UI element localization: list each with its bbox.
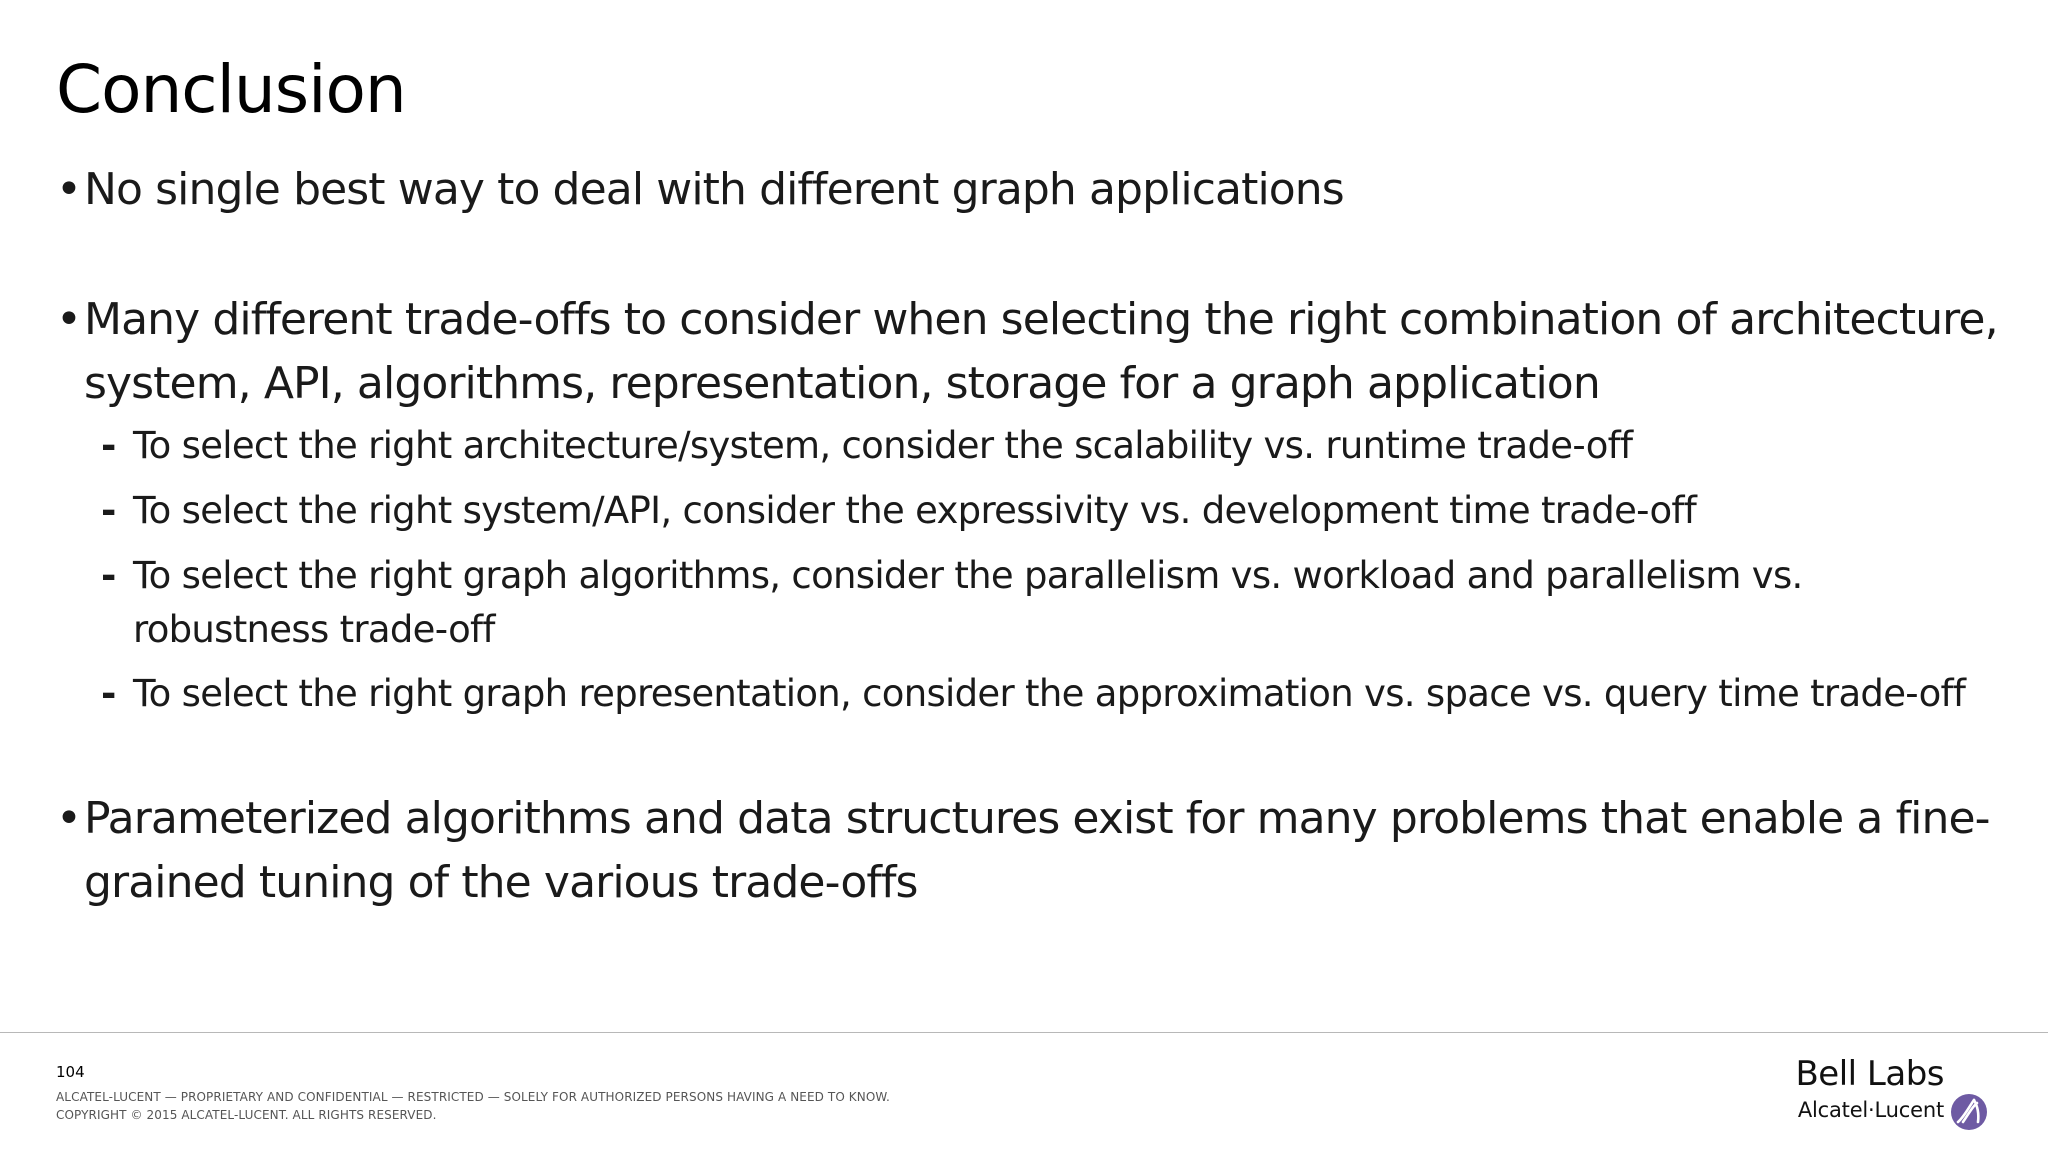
- bullet-marker: •: [56, 294, 82, 345]
- sub-bullet-item: [56, 667, 2006, 721]
- sub-bullet-item: [56, 419, 2006, 473]
- sub-bullet-text: To select the right system/API, consider the expressivity vs. development time trade-off: [133, 489, 1697, 532]
- sub-bullet-text: To select the right graph algorithms, consider the parallelism vs. workload and parallelism vs. robustness trade-off: [133, 554, 1803, 651]
- sub-bullet-text: To select the right graph representation, consider the approximation vs. space vs. query time trade-off: [133, 672, 1966, 715]
- sub-bullet-text: To select the right architecture/system, consider the scalability vs. runtime trade-off: [133, 424, 1633, 467]
- alcatel-lucent-logo-icon: [1950, 1093, 1988, 1131]
- bell-labs-wordmark: Bell Labs: [1795, 1054, 1944, 1094]
- bullet-text: Many different trade-offs to consider when selecting the right combination of architecture, system, API, algorithms, representation, storage for a graph application: [84, 294, 1998, 409]
- bullet-item: [56, 787, 2006, 915]
- copyright-line: COPYRIGHT © 2015 ALCATEL-LUCENT. ALL RIGHTS RESERVED.: [56, 1108, 437, 1122]
- sub-bullet-marker: -: [101, 554, 116, 597]
- page-number: 104: [56, 1063, 85, 1081]
- legal-line: ALCATEL-LUCENT — PROPRIETARY AND CONFIDENTIAL — RESTRICTED — SOLELY FOR AUTHORIZED PERSONS HAVING A NEED TO KNOW.: [56, 1090, 890, 1104]
- bullet-item: [56, 158, 2006, 222]
- bullet-marker: •: [56, 793, 82, 844]
- bullet-text: No single best way to deal with different graph applications: [84, 164, 1344, 215]
- bullet-item: [56, 288, 2006, 416]
- sub-bullet-marker: -: [101, 672, 116, 715]
- bullet-text: Parameterized algorithms and data structures exist for many problems that enable a fine-grained tuning of the various trade-offs: [84, 793, 1990, 908]
- footer-legal-notice: [56, 1088, 890, 1124]
- bullet-marker: •: [56, 164, 82, 215]
- alcatel-lucent-wordmark: Alcatel·Lucent: [1797, 1098, 1944, 1122]
- slide-title: Conclusion: [56, 51, 406, 128]
- sub-bullet-item: [56, 549, 2006, 657]
- footer-divider: [0, 1032, 2048, 1033]
- slide-content: [56, 158, 2006, 915]
- sub-bullet-item: [56, 484, 2006, 538]
- sub-bullet-list: [56, 419, 2006, 721]
- sub-bullet-marker: -: [101, 489, 116, 532]
- sub-bullet-marker: -: [101, 424, 116, 467]
